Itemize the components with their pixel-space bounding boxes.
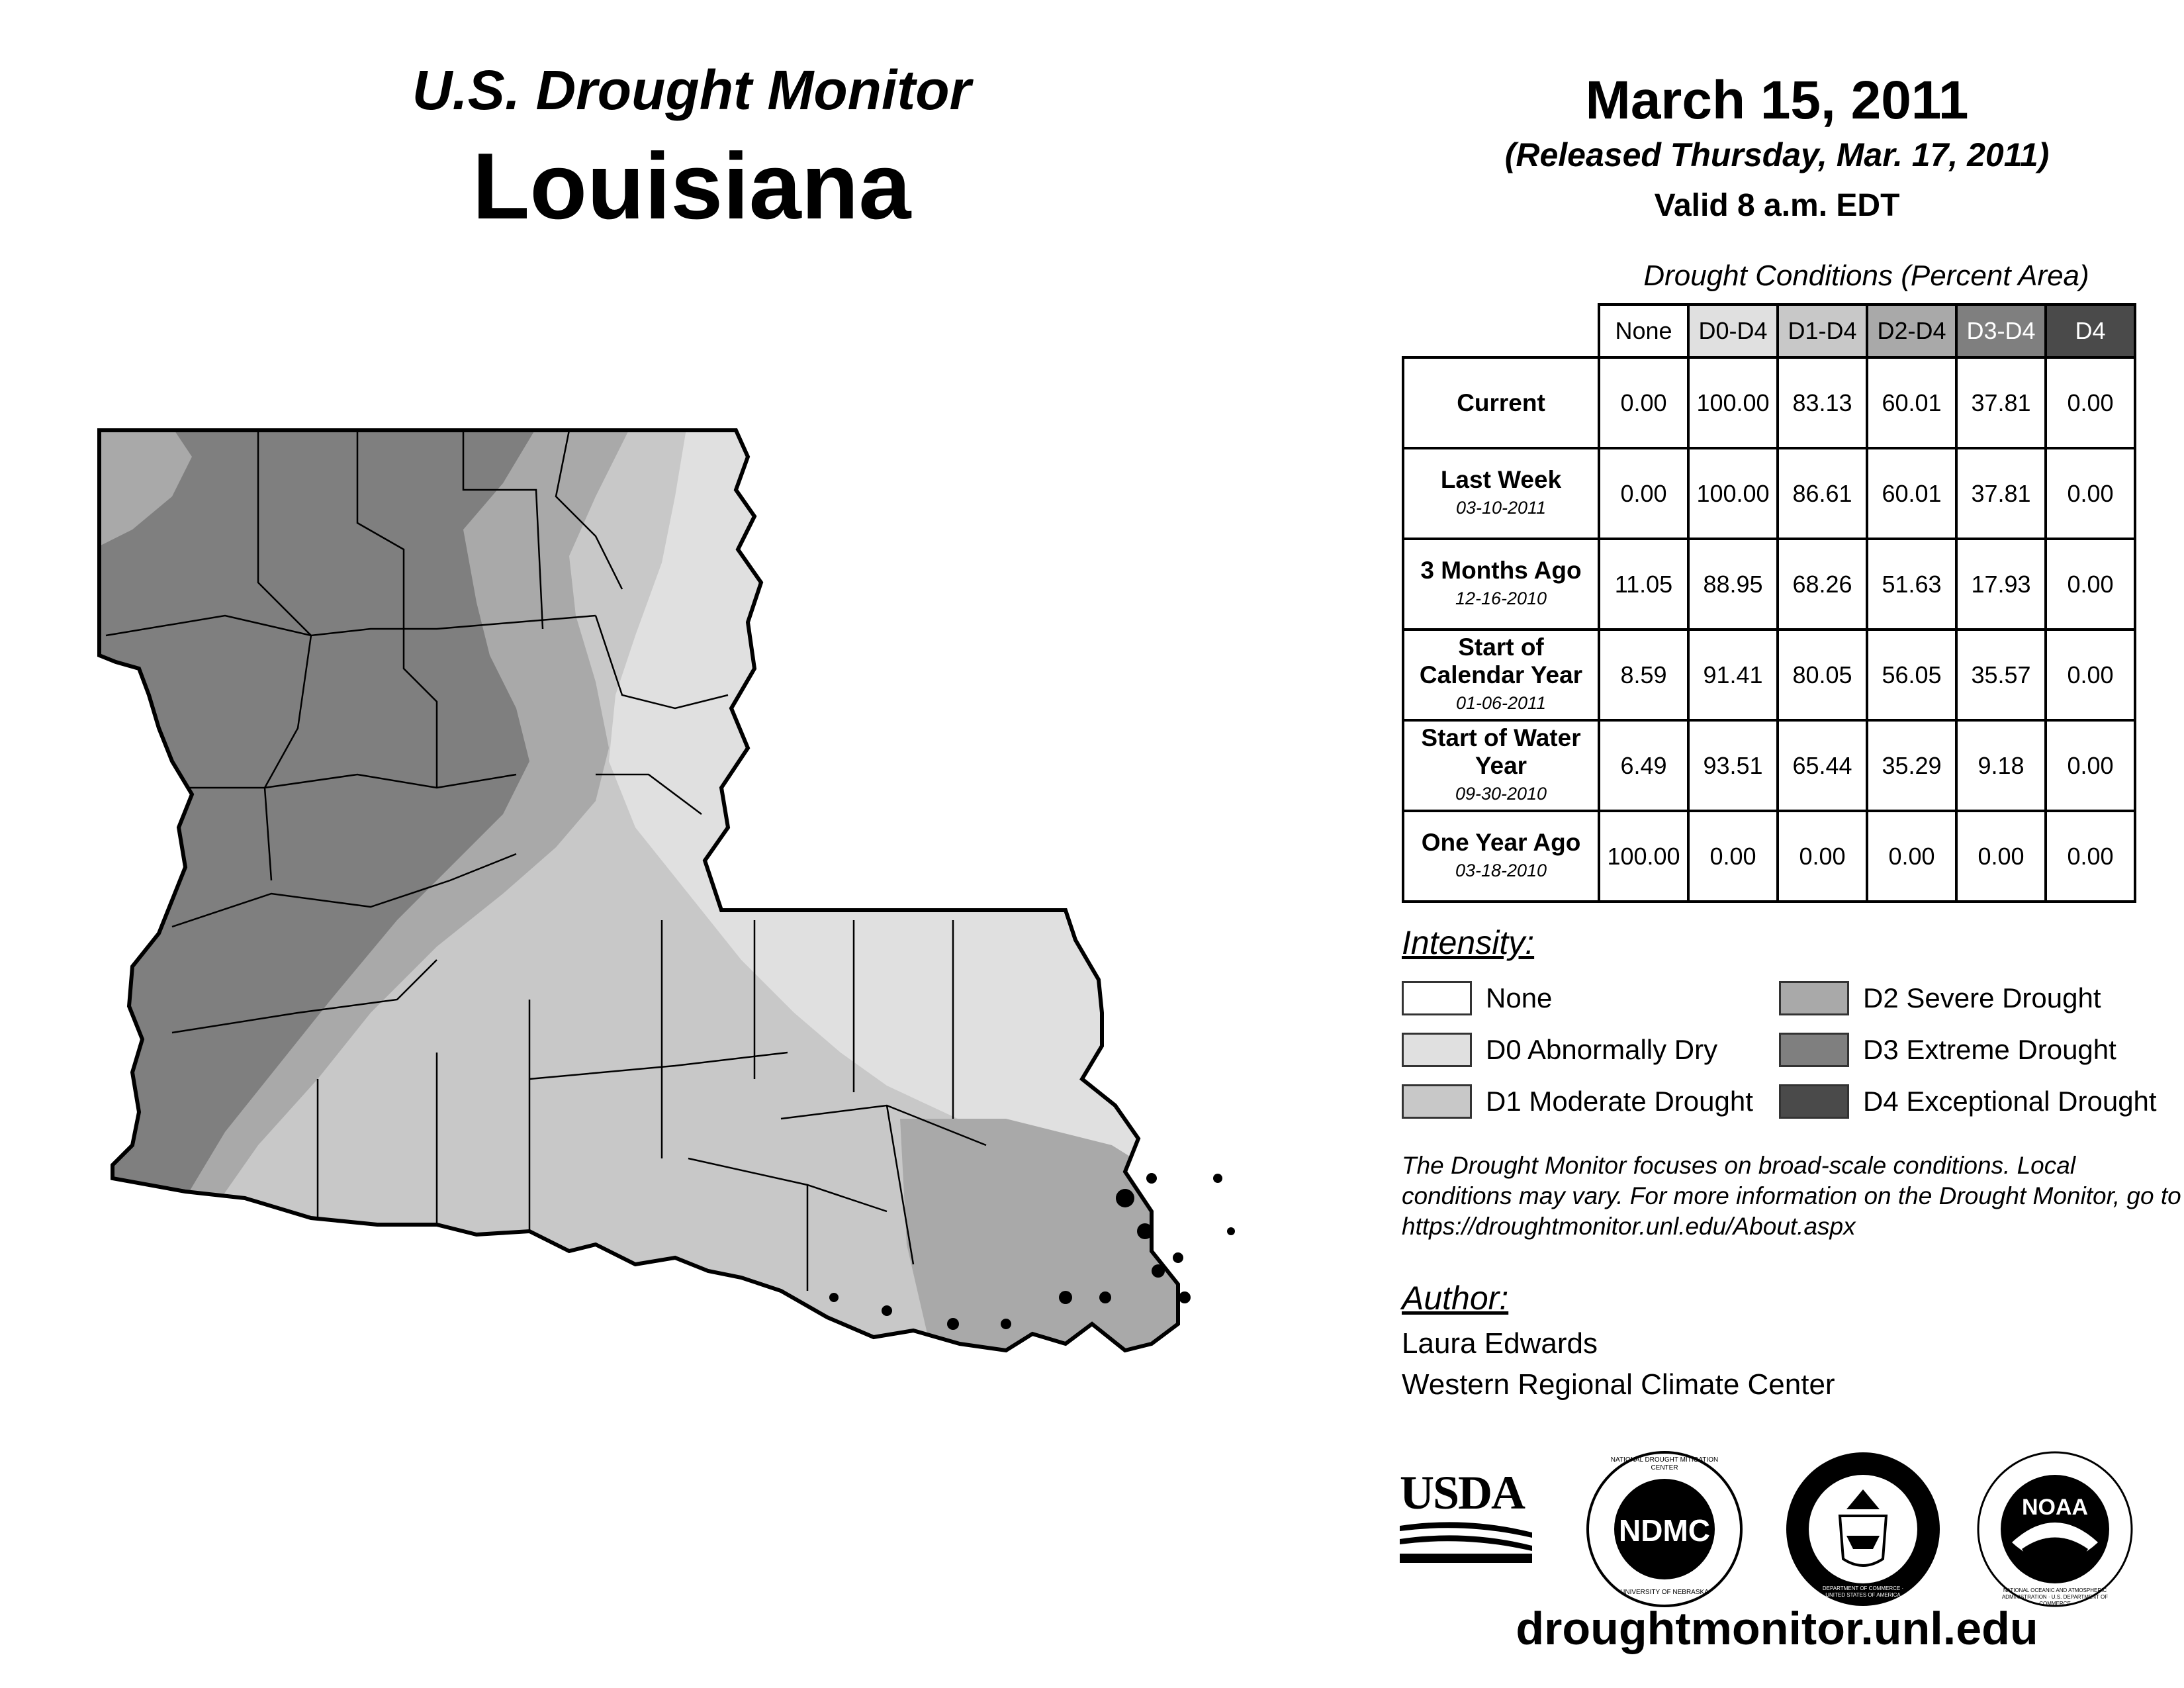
table-row: [1403, 357, 2135, 448]
valid-time: Valid 8 a.m. EDT: [1654, 188, 1900, 223]
table-cell: 100.00: [1688, 357, 1778, 448]
noaa-logo-text: NOAA: [2021, 1495, 2089, 1520]
row-label: Last Week 03-10-2011: [1403, 448, 1599, 539]
column-header: D1-D4: [1778, 305, 1867, 357]
ndmc-logo: [1585, 1450, 1744, 1609]
table-cell: 0.00: [1956, 811, 2046, 902]
legend-label: D4 Exceptional Drought: [1863, 1086, 2157, 1117]
row-label: Start of Calendar Year 01-06-2011: [1403, 630, 1599, 720]
table-cell: 83.13: [1778, 357, 1867, 448]
table-cell: 0.00: [2046, 630, 2135, 720]
row-label: Start of Water Year 09-30-2010: [1403, 720, 1599, 811]
legend-swatch-d0: [1402, 1033, 1472, 1067]
row-label: One Year Ago 03-18-2010: [1403, 811, 1599, 902]
usda-logo-text: USDA: [1400, 1466, 1525, 1519]
legend-swatch-none: [1402, 981, 1472, 1015]
table-cell: 0.00: [2046, 357, 2135, 448]
ndmc-ring-top-text: NATIONAL DROUGHT MITIGATION CENTER: [1610, 1456, 1719, 1472]
table-cell: 93.51: [1688, 720, 1778, 811]
table-cell: 37.81: [1956, 357, 2046, 448]
legend-swatch-d4: [1779, 1084, 1849, 1119]
author-name: Laura Edwards: [1402, 1327, 1598, 1360]
author-heading: Author:: [1402, 1280, 1509, 1317]
table-cell: 100.00: [1688, 448, 1778, 539]
table-cell: 0.00: [1599, 448, 1688, 539]
state-title: Louisiana: [472, 134, 911, 239]
table-row: [1403, 448, 2135, 539]
table-cell: 35.57: [1956, 630, 2046, 720]
table-cell: 56.05: [1867, 630, 1956, 720]
drought-conditions-table: [1402, 303, 2136, 903]
table-cell: 0.00: [2046, 448, 2135, 539]
table-header-row: [1403, 305, 2135, 357]
table-row: [1403, 630, 2135, 720]
table-cell: 0.00: [1867, 811, 1956, 902]
author-organization: Western Regional Climate Center: [1402, 1368, 1835, 1401]
table-cell: 80.05: [1778, 630, 1867, 720]
table-cell: 88.95: [1688, 539, 1778, 630]
ndmc-ring-bottom-text: UNIVERSITY OF NEBRASKA: [1620, 1589, 1709, 1596]
commerce-seal: [1784, 1450, 1942, 1609]
column-header: D0-D4: [1688, 305, 1778, 357]
usda-field-icon: [1400, 1519, 1532, 1566]
table-cell: 0.00: [1688, 811, 1778, 902]
row-label: Current: [1403, 357, 1599, 448]
table-cell: 65.44: [1778, 720, 1867, 811]
legend-label: None: [1486, 982, 1553, 1013]
table-row: [1403, 539, 2135, 630]
table-cell: 11.05: [1599, 539, 1688, 630]
legend-title: Intensity:: [1402, 924, 1535, 961]
legend-label: D2 Severe Drought: [1863, 982, 2101, 1013]
table-row: [1403, 811, 2135, 902]
ndmc-logo-text: NDMC: [1619, 1513, 1710, 1548]
column-header: None: [1599, 305, 1688, 357]
table-cell: 0.00: [1599, 357, 1688, 448]
legend-label: D0 Abnormally Dry: [1486, 1034, 1718, 1065]
table-cell: 6.49: [1599, 720, 1688, 811]
table-cell: 0.00: [2046, 720, 2135, 811]
legend-label: D3 Extreme Drought: [1863, 1034, 2116, 1065]
commerce-seal-text: DEPARTMENT OF COMMERCE · UNITED STATES OF AMERICA: [1822, 1585, 1904, 1598]
noaa-logo: [1976, 1450, 2134, 1609]
table-cell: 68.26: [1778, 539, 1867, 630]
column-header: D4: [2046, 305, 2135, 357]
table-cell: 9.18: [1956, 720, 2046, 811]
louisiana-drought-map: [93, 417, 1297, 1529]
table-cell: 0.00: [1778, 811, 1867, 902]
table-cell: 17.93: [1956, 539, 2046, 630]
table-cell: 60.01: [1867, 448, 1956, 539]
table-cell: 91.41: [1688, 630, 1778, 720]
disclaimer-note: The Drought Monitor focuses on broad-scale conditions. Local conditions may vary. For more information on the Drought Monitor, go to https://droughtmonitor.unl.edu/About.aspx: [1402, 1152, 2181, 1240]
row-label: 3 Months Ago 12-16-2010: [1403, 539, 1599, 630]
table-caption: Drought Conditions (Percent Area): [1643, 259, 2089, 292]
footer-url[interactable]: droughtmonitor.unl.edu: [1516, 1603, 2038, 1654]
column-header: D2-D4: [1867, 305, 1956, 357]
monitor-title: U.S. Drought Monitor: [412, 59, 972, 121]
table-cell: 100.00: [1599, 811, 1688, 902]
table-cell: 37.81: [1956, 448, 2046, 539]
usda-logo: [1400, 1466, 1532, 1566]
legend-swatch-d2: [1779, 981, 1849, 1015]
table-cell: 86.61: [1778, 448, 1867, 539]
map-date: March 15, 2011: [1585, 70, 1969, 130]
table-cell: 60.01: [1867, 357, 1956, 448]
noaa-ring-text: NATIONAL OCEANIC AND ATMOSPHERIC ADMINISTRATION · U.S. DEPARTMENT OF COMMERCE: [2001, 1587, 2109, 1607]
legend-label: D1 Moderate Drought: [1486, 1086, 1753, 1117]
legend-swatch-d1: [1402, 1084, 1472, 1119]
table-cell: 8.59: [1599, 630, 1688, 720]
table-row: [1403, 720, 2135, 811]
column-header: D3-D4: [1956, 305, 2046, 357]
table-cell: 0.00: [2046, 811, 2135, 902]
table-cell: 0.00: [2046, 539, 2135, 630]
table-cell: 35.29: [1867, 720, 1956, 811]
release-date: (Released Thursday, Mar. 17, 2011): [1504, 136, 2050, 173]
legend-swatch-d3: [1779, 1033, 1849, 1067]
table-cell: 51.63: [1867, 539, 1956, 630]
